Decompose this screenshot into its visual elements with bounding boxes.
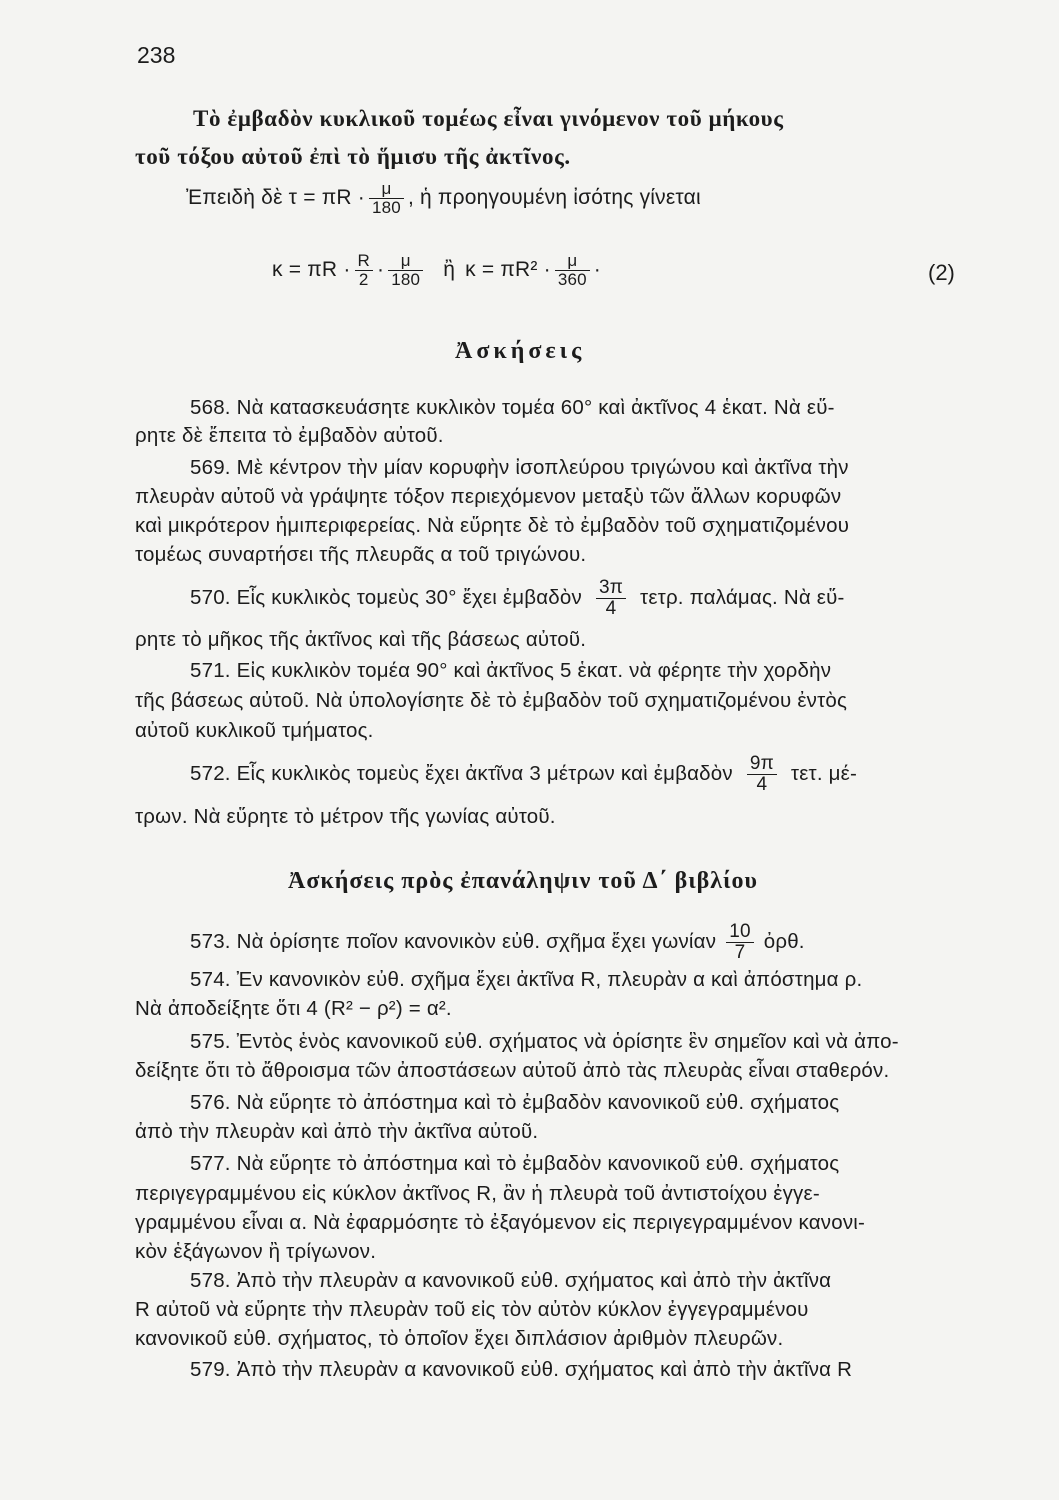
fraction-mu-180: $\frac{\mu}{180}$ — [369, 180, 404, 217]
formula-sector-area: κ = πR · $\frac{R}{2}$ · $\frac{\mu}{180}$ ἢ κ = πR² · $\frac{\mu}{360}$ · — [272, 251, 601, 289]
exercise-568-line-1: 568. Νὰ κατασκευάσητε κυκλικὸν τομέα 60° καὶ ἀκτῖνος 4 ἑκατ. Νὰ εὕ- — [190, 396, 835, 419]
theorem-line-1: Τὸ ἐμβαδὸν κυκλικοῦ τομέως εἶναι γινόμενον τοῦ μήκους — [193, 106, 784, 131]
heading-exercises: Ἀσκήσεις — [455, 338, 586, 364]
exercise-575-line-1: 575. Ἐντὸς ἑνὸς κανονικοῦ εὐθ. σχήματος νὰ ὁρίσητε ἓν σημεῖον καὶ νὰ ἀπο- — [190, 1030, 899, 1053]
exercise-570-line-1: 570. Εἷς κυκλικὸς τομεὺς 30° ἔχει ἐμβαδὸν $\frac{3\pi}{4}$ τετρ. παλάμας. Νὰ εὕ- — [190, 577, 845, 619]
exercise-576-line-2: ἀπὸ τὴν πλευρὰν καὶ ἀπὸ τὴν ἀκτῖνα αὐτοῦ. — [135, 1120, 539, 1143]
exercise-574-line-1: 574. Ἐν κανονικὸν εὐθ. σχῆμα ἔχει ἀκτῖνα R, πλευρὰν α καὶ ἀπόστημα ρ. — [190, 968, 863, 991]
heading-review-exercises: Ἀσκήσεις πρὸς ἐπανάληψιν τοῦ Δ΄ βιβλίου — [288, 868, 758, 894]
exercise-574-line-2: Νὰ ἀποδείξητε ὅτι 4 (R² − ρ²) = α². — [135, 997, 452, 1020]
since-suffix: , ἡ προηγουμένη ἰσότης γίνεται — [407, 185, 701, 209]
exercise-571-line-3: αὐτοῦ κυκλικοῦ τμήματος. — [135, 719, 374, 742]
exercise-577-line-1: 577. Νὰ εὕρητε τὸ ἀπόστημα καὶ τὸ ἐμβαδὸν κανονικοῦ εὐθ. σχήματος — [190, 1152, 840, 1175]
exercise-571-line-1: 571. Εἰς κυκλικὸν τομέα 90° καὶ ἀκτῖνος 5 ἑκατ. νὰ φέρητε τὴν χορδὴν — [190, 659, 832, 682]
exercise-575-line-2: δείξητε ὅτι τὸ ἄθροισμα τῶν ἀποστάσεων αὐτοῦ ἀπὸ τὰς πλευρὰς εἶναι σταθερόν. — [135, 1059, 890, 1082]
exercise-568-line-2: ρητε δὲ ἔπειτα τὸ ἐμβαδὸν αὐτοῦ. — [135, 424, 444, 447]
derivation-since — [186, 180, 701, 217]
exercise-577-line-3: γραμμένου εἶναι α. Νὰ ἐφαρμόσητε τὸ ἐξαγόμενον εἰς περιγεγραμμένον κανονι- — [135, 1211, 866, 1234]
exercise-570-line-2: ρητε τὸ μῆκος τῆς ἀκτῖνος καὶ τῆς βάσεως αὐτοῦ. — [135, 628, 587, 651]
fraction-9pi-4: $\frac{9\pi}{4}$ — [747, 754, 777, 795]
equation-number: (2) — [928, 260, 955, 285]
exercise-571-line-2: τῆς βάσεως αὐτοῦ. Νὰ ὑπολογίσητε δὲ τὸ ἐμβαδὸν τοῦ σχηματιζομένου ἐντὸς — [135, 689, 848, 712]
exercise-578-line-1: 578. Ἀπὸ τὴν πλευρὰν α κανονικοῦ εὐθ. σχήματος καὶ ἀπὸ τὴν ἀκτῖνα — [190, 1269, 832, 1292]
exercise-569-line-1: 569. Μὲ κέντρον τὴν μίαν κορυφὴν ἰσοπλεύρου τριγώνου καὶ ἀκτῖνα τὴν — [190, 456, 849, 479]
exercise-569-line-2: πλευρὰν αὐτοῦ νὰ γράψητε τόξον περιεχόμενον μεταξὺ τῶν ἄλλων κορυφῶν — [135, 485, 842, 508]
exercise-577-line-2: περιγεγραμμένου εἰς κύκλον ἀκτῖνος R, ἂν ἡ πλευρὰ τοῦ ἀντιστοίχου ἐγγε- — [135, 1182, 820, 1205]
exercise-576-line-1: 576. Νὰ εὕρητε τὸ ἀπόστημα καὶ τὸ ἐμβαδὸν κανονικοῦ εὐθ. σχήματος — [190, 1091, 840, 1114]
fraction-3pi-4: $\frac{3\pi}{4}$ — [596, 578, 626, 619]
exercise-578-line-2: R αὐτοῦ νὰ εὕρητε τὴν πλευρὰν τοῦ εἰς τὸν αὐτὸν κύκλον ἐγγεγραμμένου — [135, 1298, 809, 1321]
page-number: 238 — [137, 42, 176, 68]
exercise-572-line-1: 572. Εἷς κυκλικὸς τομεὺς ἔχει ἀκτῖνα 3 μέτρων καὶ ἐμβαδὸν $\frac{9\pi}{4}$ τετ. μέ- — [190, 753, 858, 795]
exercise-569-line-3: καὶ μικρότερον ἡμιπεριφερείας. Νὰ εὕρητε δὲ τὸ ἐμβαδὸν τοῦ σχηματιζομένου — [135, 514, 850, 537]
fraction-10-7: $\frac{10}{7}$ — [726, 922, 754, 963]
exercise-572-line-2: τρων. Νὰ εὕρητε τὸ μέτρον τῆς γωνίας αὐτοῦ. — [135, 805, 556, 828]
fraction-mu-360: $\frac{\mu}{360}$ — [555, 252, 590, 289]
exercise-577-line-4: κὸν ἑξάγωνον ἢ τρίγωνον. — [135, 1240, 377, 1263]
exercise-579-line-1: 579. Ἀπὸ τὴν πλευρὰν α κανονικοῦ εὐθ. σχήματος καὶ ἀπὸ τὴν ἀκτῖνα R — [190, 1358, 853, 1381]
fraction-R-2: $\frac{R}{2}$ — [355, 252, 373, 289]
theorem-line-2: τοῦ τόξου αὐτοῦ ἐπὶ τὸ ἥμισυ τῆς ἀκτῖνος. — [135, 144, 571, 169]
exercise-578-line-3: κανονικοῦ εὐθ. σχήματος, τὸ ὁποῖον ἔχει διπλάσιον ἀριθμὸν πλευρῶν. — [135, 1327, 784, 1350]
exercise-573: 573. Νὰ ὁρίσητε ποῖον κανονικὸν εὐθ. σχῆμα ἔχει γωνίαν $\frac{10}{7}$ ὀρθ. — [190, 921, 805, 963]
since-prefix: Ἐπειδὴ δὲ τ = πR · — [186, 185, 365, 209]
exercise-569-line-4: τομέως συναρτήσει τῆς πλευρᾶς α τοῦ τριγώνου. — [135, 543, 587, 566]
fraction-mu-180-b: $\frac{\mu}{180}$ — [388, 252, 423, 289]
